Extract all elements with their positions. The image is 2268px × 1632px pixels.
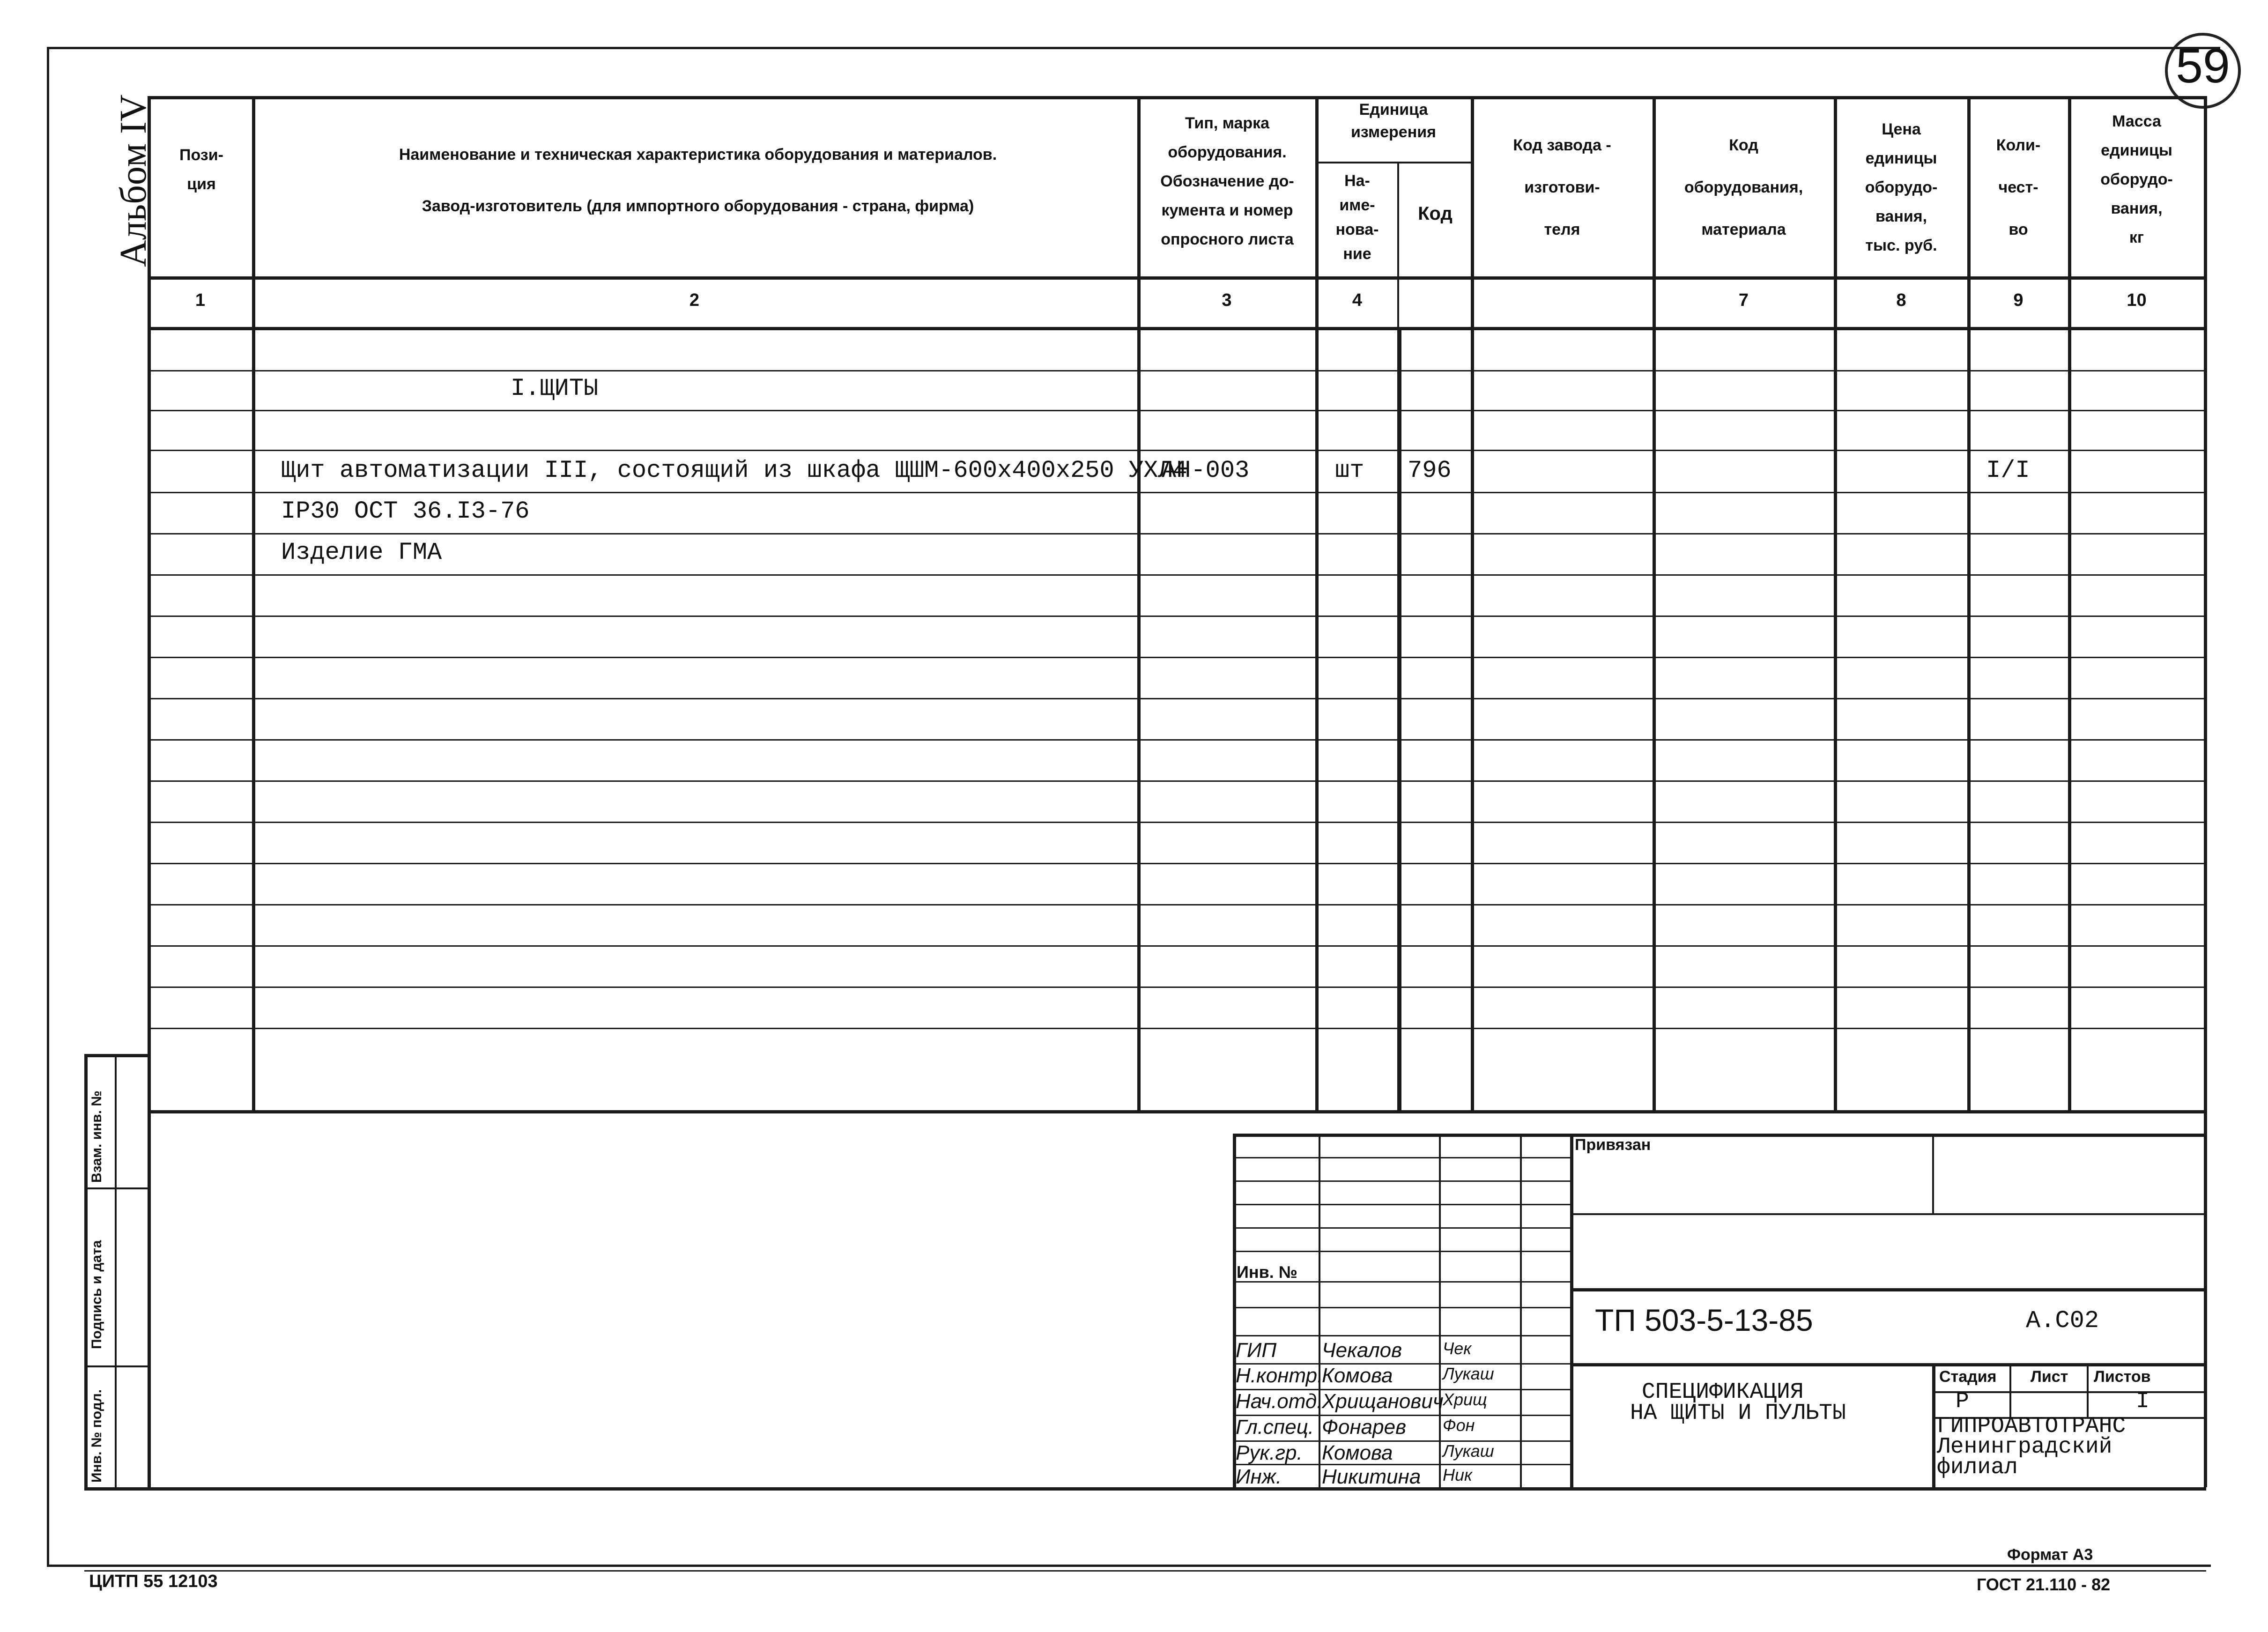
row-line: [148, 657, 2206, 658]
tb-person-name: Фонарев: [1322, 1416, 1407, 1439]
outer-frame-top: [47, 47, 2220, 49]
unit-subheader-line: [1315, 162, 1471, 163]
row-line: [148, 533, 2206, 534]
footer-line: [84, 1570, 2206, 1572]
row-line: [148, 410, 2206, 411]
tb-person-role: Нач.отд.: [1236, 1390, 1323, 1413]
tb-org-line1: ГИПРОАВТОТРАНС: [1937, 1414, 2126, 1439]
stamp-replaced-inv: Взам. инв. №: [89, 1090, 104, 1183]
tb-person-signature: Хрищ: [1443, 1390, 1487, 1409]
header-mass: Масса единицы оборудо- вания, кг: [2100, 112, 2173, 246]
tb-doc-code: ТП 503-5-13-85: [1595, 1303, 1813, 1337]
tb-person-role: ГИП: [1236, 1339, 1277, 1362]
tb-sheets-label: Листов: [2094, 1368, 2151, 1386]
row-line: [148, 492, 2206, 493]
tb-row-line: [1233, 1227, 1570, 1229]
item-unit-code: 796: [1408, 457, 1452, 484]
stamp-inv-orig: Инв. № подл.: [89, 1389, 104, 1483]
stamp-left: [84, 1054, 88, 1487]
tb-stage-sep-1: [2009, 1363, 2011, 1417]
header-quantity: Коли- чест- во: [1996, 136, 2041, 238]
footer-format: Формат А3: [2007, 1546, 2093, 1564]
tb-col-c: [1520, 1134, 1522, 1487]
tb-col-d: [1570, 1134, 1573, 1487]
tb-sheet-label: Лист: [2031, 1368, 2068, 1386]
stamp-inner: [115, 1054, 117, 1487]
table-right: [2204, 96, 2207, 1487]
tb-person-name: Комова: [1322, 1441, 1393, 1464]
colnum-9: 9: [2013, 290, 2023, 310]
header-equipment-code: Код оборудования, материала: [1684, 136, 1803, 238]
tb-linked-label: Привязан: [1575, 1136, 1651, 1154]
tb-org-left: [1932, 1363, 1935, 1487]
colnum-2: 2: [689, 290, 700, 310]
colnum-1: 1: [195, 290, 206, 310]
header-unit-group: Единица измерения: [1351, 101, 1436, 141]
tb-person-signature: Фон: [1443, 1416, 1475, 1435]
row-line: [148, 904, 2206, 905]
tb-person-signature: Лукаш: [1443, 1364, 1494, 1383]
tb-person-role: Инж.: [1236, 1465, 1282, 1488]
stamp-signature-date: Подпись и дата: [89, 1240, 104, 1349]
item-type: АН-003: [1162, 457, 1250, 484]
section-title: I.ЩИТЫ: [511, 375, 599, 402]
tb-inv-no: Инв. №: [1237, 1262, 1297, 1282]
tb-person-signature: Лукаш: [1443, 1441, 1494, 1461]
row-line: [148, 780, 2206, 782]
tb-stage-label: Стадия: [1939, 1368, 1997, 1386]
row-line: [148, 450, 2206, 451]
tb-linked-bottom: [1570, 1213, 2206, 1215]
col-sep-1: [252, 96, 255, 1113]
colnum-7: 7: [1738, 290, 1749, 310]
tb-row-line: [1233, 1180, 1570, 1182]
header-unit-code: Код: [1418, 203, 1453, 224]
tb-stage-line-1: [1932, 1391, 2206, 1393]
col-sep-4-outline: [1398, 328, 1401, 1110]
table-bottom: [148, 1110, 2206, 1113]
tb-person-name: Никитина: [1322, 1465, 1421, 1488]
tb-person-signature: Ник: [1443, 1465, 1473, 1484]
footer-gost: ГОСТ 21.110 - 82: [1977, 1575, 2111, 1594]
tb-person-name: Комова: [1322, 1364, 1393, 1387]
item-quantity: I/I: [1986, 457, 2030, 484]
colnum-10: 10: [2127, 290, 2147, 310]
tb-org-line3: филиал: [1937, 1455, 2018, 1480]
tb-code-top: [1570, 1288, 2206, 1291]
colnum-8: 8: [1896, 290, 1906, 310]
tb-person-signature: Чек: [1443, 1339, 1472, 1358]
row-line: [148, 698, 2206, 699]
tb-col-b: [1439, 1134, 1441, 1487]
item-unit: шт: [1335, 457, 1364, 484]
tb-col-a: [1319, 1134, 1320, 1487]
footer-left: ЦИТП 55 12103: [89, 1572, 218, 1591]
table-top: [148, 96, 2206, 99]
colnum-4: 4: [1352, 290, 1363, 310]
item-name-line1: Щит автоматизации III, состоящий из шкафа ЩШМ-600х400х250 УХЛ4: [281, 457, 1187, 484]
album-label: Альбом IV: [113, 94, 154, 267]
row-line: [148, 945, 2206, 947]
tb-person-role: Н.контр.: [1236, 1364, 1323, 1387]
tb-row-line: [1233, 1157, 1570, 1158]
row-line: [148, 574, 2206, 576]
tb-row-line: [1233, 1251, 1570, 1252]
tb-row-line: [1233, 1335, 1570, 1336]
tb-sheet-code: А.С02: [2026, 1307, 2099, 1335]
row-line: [148, 370, 2206, 371]
header-bottom: [148, 276, 2206, 280]
tb-sheets-value: I: [2136, 1389, 2149, 1414]
outer-frame-left: [47, 47, 49, 1565]
item-name-line3: Изделие ГМА: [281, 539, 442, 566]
page-number: 59: [2176, 39, 2230, 93]
tb-top: [1233, 1134, 2206, 1137]
outer-frame-bottom: [47, 1565, 2211, 1567]
colnum-3: 3: [1222, 290, 1232, 310]
tb-row-line: [1233, 1204, 1570, 1205]
colnum-bottom: [148, 327, 2206, 330]
tb-title-line1: СПЕЦИФИКАЦИЯ: [1642, 1380, 1804, 1405]
tb-person-role: Гл.спец.: [1236, 1416, 1314, 1439]
row-line: [148, 1028, 2206, 1029]
header-price: Цена единицы оборудо- вания, тыс. руб.: [1865, 120, 1938, 254]
row-line: [148, 739, 2206, 741]
row-line: [148, 616, 2206, 617]
header-type: Тип, марка оборудования. Обозначение до- кумента и номер опросного листа: [1160, 114, 1294, 248]
tb-stage-sep-2: [2087, 1363, 2089, 1417]
tb-person-role: Рук.гр.: [1236, 1441, 1303, 1464]
tb-title-line2: НА ЩИТЫ И ПУЛЬТЫ: [1630, 1401, 1846, 1426]
row-line: [148, 863, 2206, 864]
row-line: [148, 987, 2206, 988]
tb-linked-split: [1932, 1134, 1934, 1213]
row-line: [148, 822, 2206, 823]
header-unit-name: На- име- нова- ние: [1335, 172, 1379, 263]
header-maker-code: Код завода - изготови- теля: [1513, 136, 1611, 238]
tb-person-name: Чекалов: [1322, 1339, 1402, 1362]
item-name-line2: IP30 ОСТ 36.I3-76: [281, 497, 530, 525]
tb-person-name: Хрищанович: [1322, 1390, 1444, 1413]
header-name-line2: Завод-изготовитель (для импортного оборудования - страна, фирма): [422, 197, 974, 215]
header-name-line1: Наименование и техническая характеристика оборудования и материалов.: [399, 146, 997, 163]
header-position: Пози- ция: [179, 146, 223, 193]
tb-title-top: [1570, 1363, 2206, 1366]
tb-stage-value: Р: [1956, 1389, 1969, 1414]
drawing-bottom: [84, 1487, 2206, 1491]
tb-org-line2: Ленинградский: [1937, 1434, 2112, 1460]
tb-row-line: [1233, 1307, 1570, 1308]
